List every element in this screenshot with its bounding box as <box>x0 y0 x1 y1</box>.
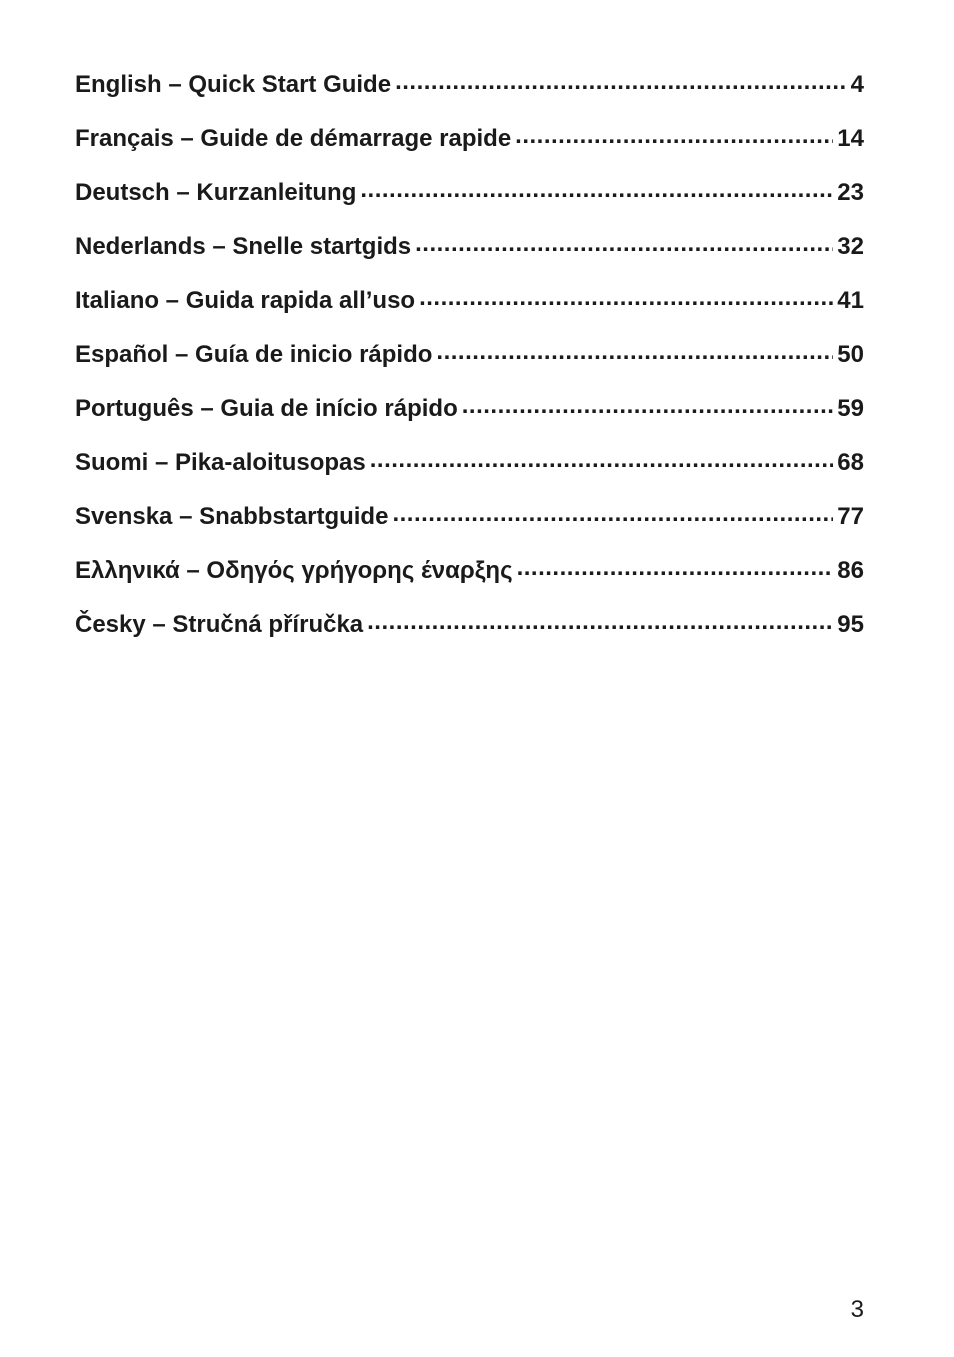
toc-entry-title: Español – Guía de inicio rápido <box>75 341 433 368</box>
dot-leader <box>370 446 834 470</box>
toc-entry-nederlands[interactable] <box>75 230 864 284</box>
toc-entry-title: Svenska – Snabbstartguide <box>75 503 389 530</box>
dot-leader <box>392 500 833 524</box>
dot-leader <box>436 338 833 362</box>
toc-entry-svenska[interactable] <box>75 500 864 554</box>
toc-entry-cesky[interactable] <box>75 608 864 662</box>
toc-entry-page: 14 <box>837 125 864 152</box>
toc-entry-title: Ελληνικά – Οδηγός γρήγορης έναρξης <box>75 557 513 584</box>
toc-entry-title: Italiano – Guida rapida all’uso <box>75 287 416 314</box>
toc-entry-deutsch[interactable] <box>75 176 864 230</box>
toc-entry-page: 23 <box>837 179 864 206</box>
page-number: 3 <box>850 1296 864 1323</box>
toc-entry-title: Česky – Stručná příručka <box>75 611 364 638</box>
toc-entry-italiano[interactable] <box>75 284 864 338</box>
dot-leader <box>360 176 833 200</box>
toc-entry-title: Nederlands – Snelle startgids <box>75 233 412 260</box>
toc-entry-page: 32 <box>837 233 864 260</box>
toc-entry-title: Português – Guia de início rápido <box>75 395 458 422</box>
dot-leader <box>462 392 834 416</box>
toc-entry-page: 95 <box>837 611 864 638</box>
toc-entry-page: 86 <box>837 557 864 584</box>
toc-entry-portugues[interactable] <box>75 392 864 446</box>
table-of-contents <box>75 68 864 662</box>
toc-entry-page: 4 <box>850 71 864 98</box>
toc-entry-suomi[interactable] <box>75 446 864 500</box>
dot-leader <box>517 554 834 578</box>
toc-entry-francais[interactable] <box>75 122 864 176</box>
toc-entry-page: 41 <box>837 287 864 314</box>
dot-leader <box>419 284 833 308</box>
toc-entry-page: 50 <box>837 341 864 368</box>
toc-entry-espanol[interactable] <box>75 338 864 392</box>
toc-entry-title: Deutsch – Kurzanleitung <box>75 179 357 206</box>
dot-leader <box>415 230 833 254</box>
dot-leader <box>515 122 833 146</box>
toc-entry-page: 77 <box>837 503 864 530</box>
toc-entry-english[interactable] <box>75 68 864 122</box>
dot-leader <box>395 68 847 92</box>
toc-entry-title: English – Quick Start Guide <box>75 71 392 98</box>
toc-entry-ellinika[interactable] <box>75 554 864 608</box>
toc-entry-title: Suomi – Pika-aloitusopas <box>75 449 366 476</box>
toc-entry-page: 59 <box>837 395 864 422</box>
toc-entry-title: Français – Guide de démarrage rapide <box>75 125 512 152</box>
dot-leader <box>367 608 833 632</box>
toc-entry-page: 68 <box>837 449 864 476</box>
